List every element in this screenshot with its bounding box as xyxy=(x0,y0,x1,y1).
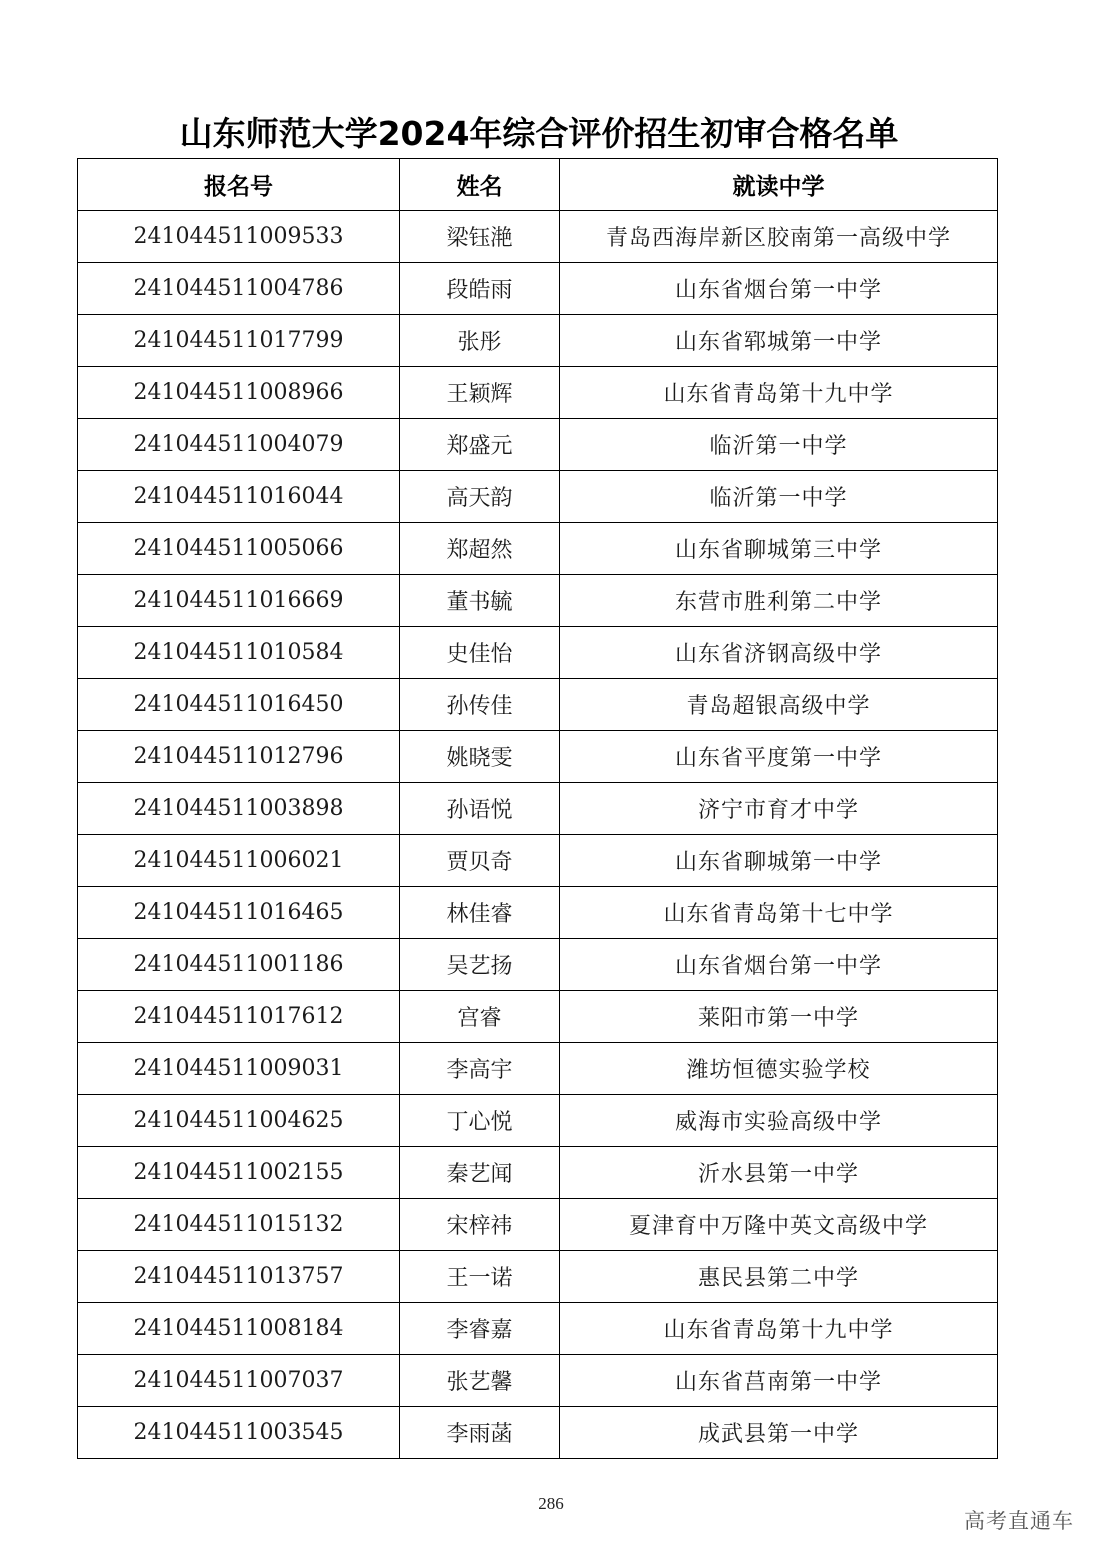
cell-school: 夏津育中万隆中英文高级中学 xyxy=(560,1199,998,1251)
table-row xyxy=(78,783,998,835)
cell-school: 威海市实验高级中学 xyxy=(560,1095,998,1147)
cell-reg-no: 241044511009533 xyxy=(78,211,400,263)
cell-name: 李睿嘉 xyxy=(400,1303,560,1355)
cell-name: 梁钰滟 xyxy=(400,211,560,263)
cell-school: 东营市胜利第二中学 xyxy=(560,575,998,627)
table-row xyxy=(78,575,998,627)
cell-name: 张彤 xyxy=(400,315,560,367)
table-row xyxy=(78,471,998,523)
table-row xyxy=(78,1355,998,1407)
table-row xyxy=(78,835,998,887)
table-row xyxy=(78,315,998,367)
cell-reg-no: 241044511016465 xyxy=(78,887,400,939)
cell-school: 山东省烟台第一中学 xyxy=(560,263,998,315)
cell-name: 段皓雨 xyxy=(400,263,560,315)
cell-school: 济宁市育才中学 xyxy=(560,783,998,835)
cell-reg-no: 241044511002155 xyxy=(78,1147,400,1199)
table-row xyxy=(78,1251,998,1303)
cell-reg-no: 241044511013757 xyxy=(78,1251,400,1303)
cell-school: 临沂第一中学 xyxy=(560,419,998,471)
cell-name: 李高宇 xyxy=(400,1043,560,1095)
table-row xyxy=(78,211,998,263)
cell-name: 林佳睿 xyxy=(400,887,560,939)
cell-name: 吴艺扬 xyxy=(400,939,560,991)
cell-name: 高天韵 xyxy=(400,471,560,523)
header-reg-no: 报名号 xyxy=(78,159,400,211)
cell-reg-no: 241044511016044 xyxy=(78,471,400,523)
cell-reg-no: 241044511003545 xyxy=(78,1407,400,1459)
table-row xyxy=(78,731,998,783)
cell-school: 惠民县第二中学 xyxy=(560,1251,998,1303)
cell-reg-no: 241044511008966 xyxy=(78,367,400,419)
document-title: 山东师范大学2024年综合评价招生初审合格名单 xyxy=(179,114,899,153)
cell-name: 郑盛元 xyxy=(400,419,560,471)
table-row xyxy=(78,1147,998,1199)
cell-reg-no: 241044511010584 xyxy=(78,627,400,679)
page-number: 286 xyxy=(538,1494,564,1513)
table-row xyxy=(78,627,998,679)
cell-name: 李雨菡 xyxy=(400,1407,560,1459)
cell-name: 丁心悦 xyxy=(400,1095,560,1147)
cell-name: 张艺馨 xyxy=(400,1355,560,1407)
cell-school: 沂水县第一中学 xyxy=(560,1147,998,1199)
cell-name: 郑超然 xyxy=(400,523,560,575)
admission-list-table xyxy=(77,158,998,1459)
table-row xyxy=(78,1407,998,1459)
table-row xyxy=(78,1043,998,1095)
table-row xyxy=(78,1199,998,1251)
cell-school: 青岛西海岸新区胶南第一高级中学 xyxy=(560,211,998,263)
header-school: 就读中学 xyxy=(560,159,998,211)
cell-name: 秦艺闻 xyxy=(400,1147,560,1199)
cell-reg-no: 241044511003898 xyxy=(78,783,400,835)
cell-school: 山东省平度第一中学 xyxy=(560,731,998,783)
cell-reg-no: 241044511001186 xyxy=(78,939,400,991)
cell-reg-no: 241044511012796 xyxy=(78,731,400,783)
cell-reg-no: 241044511015132 xyxy=(78,1199,400,1251)
cell-reg-no: 241044511016450 xyxy=(78,679,400,731)
table-body xyxy=(78,211,998,1459)
cell-school: 山东省莒南第一中学 xyxy=(560,1355,998,1407)
cell-reg-no: 241044511004625 xyxy=(78,1095,400,1147)
cell-name: 王一诺 xyxy=(400,1251,560,1303)
cell-school: 山东省聊城第一中学 xyxy=(560,835,998,887)
table-row xyxy=(78,367,998,419)
table-row xyxy=(78,1095,998,1147)
cell-school: 山东省郓城第一中学 xyxy=(560,315,998,367)
cell-name: 宋梓祎 xyxy=(400,1199,560,1251)
table-row xyxy=(78,887,998,939)
watermark: 高考直通车 xyxy=(964,1509,1074,1533)
cell-reg-no: 241044511008184 xyxy=(78,1303,400,1355)
table-header-row xyxy=(78,159,998,211)
cell-reg-no: 241044511009031 xyxy=(78,1043,400,1095)
cell-name: 姚晓雯 xyxy=(400,731,560,783)
cell-school: 山东省青岛第十七中学 xyxy=(560,887,998,939)
cell-school: 莱阳市第一中学 xyxy=(560,991,998,1043)
cell-name: 孙语悦 xyxy=(400,783,560,835)
cell-reg-no: 241044511006021 xyxy=(78,835,400,887)
table-row xyxy=(78,991,998,1043)
cell-reg-no: 241044511005066 xyxy=(78,523,400,575)
cell-name: 宫睿 xyxy=(400,991,560,1043)
cell-name: 王颖辉 xyxy=(400,367,560,419)
table-row xyxy=(78,679,998,731)
cell-name: 贾贝奇 xyxy=(400,835,560,887)
cell-school: 临沂第一中学 xyxy=(560,471,998,523)
cell-school: 山东省济钢高级中学 xyxy=(560,627,998,679)
cell-reg-no: 241044511004786 xyxy=(78,263,400,315)
table-row xyxy=(78,1303,998,1355)
cell-reg-no: 241044511016669 xyxy=(78,575,400,627)
cell-school: 青岛超银高级中学 xyxy=(560,679,998,731)
cell-school: 成武县第一中学 xyxy=(560,1407,998,1459)
table-row xyxy=(78,263,998,315)
cell-reg-no: 241044511017612 xyxy=(78,991,400,1043)
cell-school: 山东省青岛第十九中学 xyxy=(560,367,998,419)
table-row xyxy=(78,419,998,471)
table-row xyxy=(78,523,998,575)
cell-school: 潍坊恒德实验学校 xyxy=(560,1043,998,1095)
cell-reg-no: 241044511007037 xyxy=(78,1355,400,1407)
cell-reg-no: 241044511017799 xyxy=(78,315,400,367)
cell-name: 孙传佳 xyxy=(400,679,560,731)
header-name: 姓名 xyxy=(400,159,560,211)
cell-school: 山东省聊城第三中学 xyxy=(560,523,998,575)
cell-reg-no: 241044511004079 xyxy=(78,419,400,471)
cell-school: 山东省青岛第十九中学 xyxy=(560,1303,998,1355)
table-row xyxy=(78,939,998,991)
cell-school: 山东省烟台第一中学 xyxy=(560,939,998,991)
cell-name: 董书毓 xyxy=(400,575,560,627)
cell-name: 史佳怡 xyxy=(400,627,560,679)
